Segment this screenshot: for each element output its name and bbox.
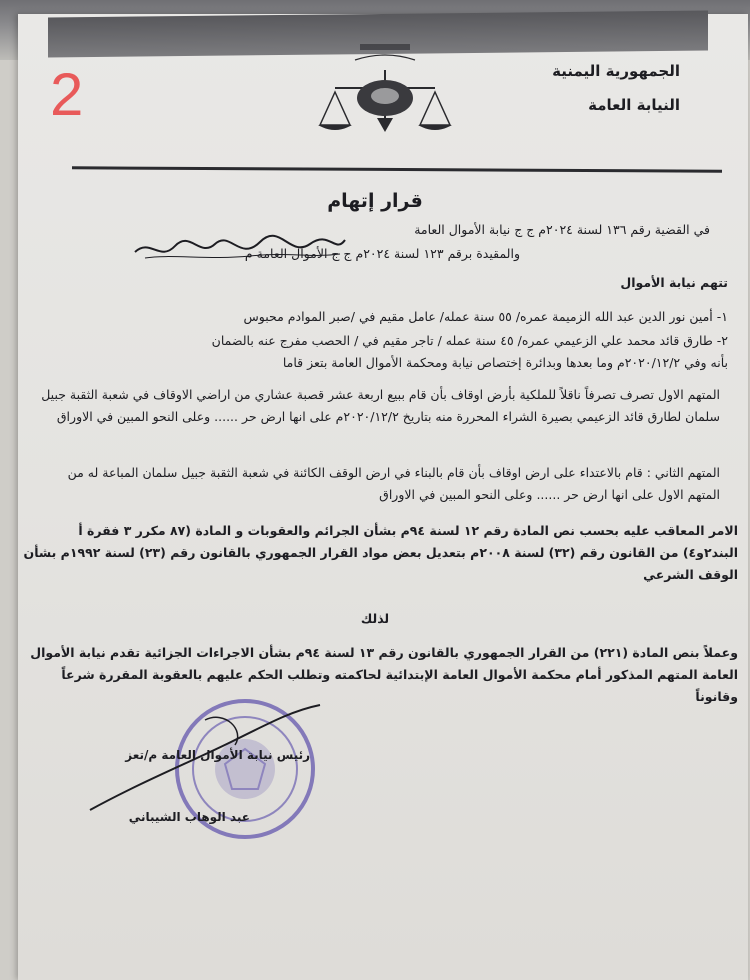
handwritten-case-note-icon (130, 232, 350, 266)
document-title: قرار إتهام (327, 190, 423, 212)
signatory-position: رئيس نيابة الأموال العامة م/تعز (125, 748, 310, 762)
letterhead-block (460, 54, 680, 122)
case-reference-line-1: في القضية رقم ١٣٦ لسنة ٢٠٢٤م ج ج نيابة الأموال العامة (414, 222, 710, 237)
signatory-name: عبد الوهاب الشيباني (128, 810, 250, 824)
jurisdiction-line: بأنه وفي ٢٠٢٠/١٢/٢م وما بعدها وبدائرة إختصاص نيابة ومحكمة الأموال العامة بتعز قاما (282, 355, 728, 370)
case-reference-line-2: والمقيدة برقم ١٢٣ لسنة ٢٠٢٤م ج ج الأموال العامة م (244, 246, 520, 261)
country-name: الجمهورية اليمنية (552, 62, 680, 80)
intro-line: تتهم نيابة الأموال (620, 275, 728, 290)
page-number: 2 (50, 61, 84, 128)
charge-1: المتهم الاول تصرف تصرفاً ناقلاً للملكية بأرض اوقاف بأن قام ببيع اربعة عشر قصبة عشاري من اراضي الاوقاف في شعبة الثقبة جبيل سلمان لطارق قائد الزعيمي بصيرة الشراء المحررة منه بتاريخ ٢٠٢٠/١٢/٢م على انها ارض حر ...... وعلى النحو المبين في الاوراق (41, 387, 720, 424)
accused-2: ٢- طارق قائد محمد علي الزعيمي عمره/ ٤٥ سنة عمله / تاجر مقيم في / الحصب مفرج عنه بالضمان (211, 333, 728, 348)
authority-name: النيابة العامة (588, 96, 680, 114)
therefore-heading: لذلك (360, 611, 390, 626)
penalty-paragraph: الامر المعاقب عليه بحسب نص المادة رقم ١٢ لسنة ٩٤م بشأن الجرائم والعقوبات و المادة (٨٧ مكرر ٣ فقرة أ البند٢و٤) من القانون رقم (٣٢) لسنة ٢٠٠٨م بتعديل بعض مواد القرار الجمهوري بالقانون رقم (٢٣) لسنة ١٩٩٢م بشأن الوقف الشرعي (23, 523, 738, 582)
conclusion-paragraph: وعملاً بنص المادة (٢٢١) من القرار الجمهوري بالقانون رقم ١٣ لسنة ٩٤م بشأن الاجراءات الجزائية تقدم نيابة الأموال العامة المتهم المذكور أمام محكمة الأموال العامة الإبتدائية لحاكمته وتطلب الحكم عليهم بالعقوبة المقررة شرعاً وقانوناً (30, 645, 738, 704)
accused-1: ١- أمين نور الدين عبد الله الزميمة عمره/ ٥٥ سنة عمله/ عامل مقيم في /صبر الموادم محبوس (243, 309, 728, 324)
charge-2: المتهم الثاني : قام بالاعتداء على ارض اوقاف بأن قام بالبناء في ارض الوقف الكائنة في شعبة الثقبة جبيل سلمان المباعة له من المتهم الاول على انها ارض حر ...... وعلى النحو المبين في الاوراق (67, 465, 720, 502)
emblem-scales-eagle-icon (315, 40, 455, 140)
